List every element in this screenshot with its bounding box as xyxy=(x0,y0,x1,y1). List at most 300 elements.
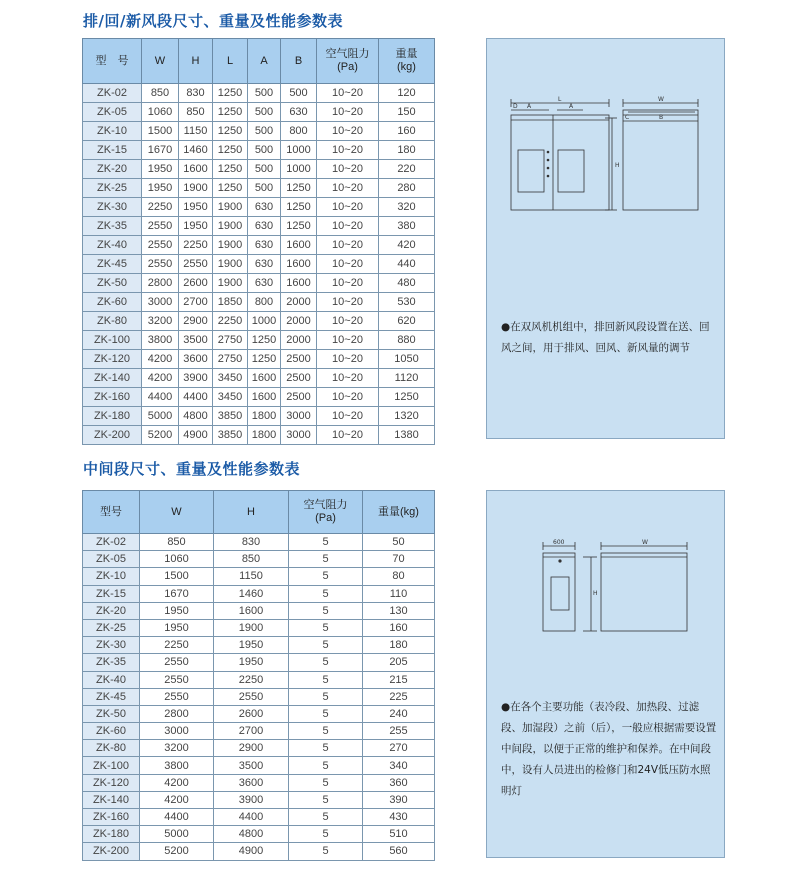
value-cell: 80 xyxy=(363,568,435,585)
dimension-label-d: D xyxy=(513,103,518,110)
table-row xyxy=(83,122,435,141)
value-cell: 4400 xyxy=(142,388,179,407)
dimension-label-h: H xyxy=(615,162,620,169)
value-cell: 1900 xyxy=(213,236,248,255)
value-cell: 850 xyxy=(142,84,179,103)
value-cell: 1950 xyxy=(214,654,289,671)
model-cell: ZK-60 xyxy=(83,723,140,740)
model-cell: ZK-40 xyxy=(83,671,140,688)
value-cell: 1250 xyxy=(281,179,317,198)
value-cell: 1600 xyxy=(281,274,317,293)
value-cell: 1250 xyxy=(213,103,248,122)
value-cell: 1250 xyxy=(248,331,281,350)
value-cell: 10~20 xyxy=(317,141,379,160)
model-cell: ZK-10 xyxy=(83,122,142,141)
value-cell: 1900 xyxy=(213,217,248,236)
value-cell: 5 xyxy=(289,637,363,654)
value-cell: 3000 xyxy=(142,293,179,312)
value-cell: 160 xyxy=(379,122,435,141)
table-row xyxy=(83,426,435,445)
value-cell: 1380 xyxy=(379,426,435,445)
value-cell: 5 xyxy=(289,791,363,808)
value-cell: 2000 xyxy=(281,312,317,331)
value-cell: 255 xyxy=(363,723,435,740)
model-cell: ZK-15 xyxy=(83,585,140,602)
table-row xyxy=(83,350,435,369)
table-row xyxy=(83,388,435,407)
value-cell: 1060 xyxy=(142,103,179,122)
value-cell: 510 xyxy=(363,826,435,843)
value-cell: 1460 xyxy=(179,141,213,160)
value-cell: 10~20 xyxy=(317,293,379,312)
table-row xyxy=(83,407,435,426)
model-cell: ZK-02 xyxy=(83,84,142,103)
value-cell: 2550 xyxy=(140,654,214,671)
value-cell: 10~20 xyxy=(317,388,379,407)
value-cell: 830 xyxy=(214,534,289,551)
table-row xyxy=(83,757,435,774)
value-cell: 5 xyxy=(289,671,363,688)
value-cell: 830 xyxy=(179,84,213,103)
value-cell: 1800 xyxy=(248,407,281,426)
value-cell: 2550 xyxy=(142,255,179,274)
value-cell: 3800 xyxy=(140,757,214,774)
table-row xyxy=(83,826,435,843)
model-cell: ZK-05 xyxy=(83,103,142,122)
model-cell: ZK-80 xyxy=(83,312,142,331)
value-cell: 2500 xyxy=(281,369,317,388)
table-row xyxy=(83,274,435,293)
value-cell: 1250 xyxy=(248,350,281,369)
dimension-label-a: A xyxy=(569,103,574,110)
value-cell: 10~20 xyxy=(317,426,379,445)
value-cell: 560 xyxy=(363,843,435,860)
column-header: 重量 (kg) xyxy=(379,39,435,84)
value-cell: 10~20 xyxy=(317,236,379,255)
value-cell: 3000 xyxy=(140,723,214,740)
column-header: W xyxy=(140,491,214,534)
value-cell: 1600 xyxy=(281,255,317,274)
value-cell: 4400 xyxy=(214,809,289,826)
column-header: H xyxy=(214,491,289,534)
table-row xyxy=(83,774,435,791)
table-row xyxy=(83,141,435,160)
value-cell: 3000 xyxy=(281,407,317,426)
dimension-label-w: W xyxy=(658,96,664,103)
model-cell: ZK-80 xyxy=(83,740,140,757)
value-cell: 1600 xyxy=(179,160,213,179)
value-cell: 5 xyxy=(289,551,363,568)
value-cell: 220 xyxy=(379,160,435,179)
value-cell: 4200 xyxy=(140,791,214,808)
table-row xyxy=(83,740,435,757)
table-row xyxy=(83,255,435,274)
table-row xyxy=(83,160,435,179)
model-cell: ZK-180 xyxy=(83,407,142,426)
value-cell: 380 xyxy=(379,217,435,236)
value-cell: 2750 xyxy=(213,331,248,350)
value-cell: 5 xyxy=(289,688,363,705)
value-cell: 1600 xyxy=(248,369,281,388)
value-cell: 880 xyxy=(379,331,435,350)
dimension-label-a: A xyxy=(527,103,532,110)
model-cell: ZK-30 xyxy=(83,198,142,217)
value-cell: 5 xyxy=(289,534,363,551)
value-cell: 500 xyxy=(248,103,281,122)
table-row xyxy=(83,791,435,808)
value-cell: 440 xyxy=(379,255,435,274)
value-cell: 500 xyxy=(248,160,281,179)
value-cell: 2500 xyxy=(281,388,317,407)
table-row xyxy=(83,705,435,722)
value-cell: 50 xyxy=(363,534,435,551)
value-cell: 10~20 xyxy=(317,312,379,331)
value-cell: 630 xyxy=(248,198,281,217)
value-cell: 390 xyxy=(363,791,435,808)
value-cell: 180 xyxy=(363,637,435,654)
value-cell: 280 xyxy=(379,179,435,198)
dimension-label-l: L xyxy=(558,96,562,103)
value-cell: 4400 xyxy=(140,809,214,826)
value-cell: 10~20 xyxy=(317,160,379,179)
value-cell: 500 xyxy=(248,179,281,198)
section1-dimension-drawing xyxy=(487,39,724,438)
table-row xyxy=(83,84,435,103)
dimension-label-depth: 600 xyxy=(553,539,565,546)
value-cell: 2250 xyxy=(214,671,289,688)
value-cell: 1250 xyxy=(213,122,248,141)
model-cell: ZK-50 xyxy=(83,705,140,722)
value-cell: 1000 xyxy=(281,141,317,160)
model-cell: ZK-35 xyxy=(83,217,142,236)
value-cell: 1900 xyxy=(179,179,213,198)
value-cell: 1000 xyxy=(248,312,281,331)
value-cell: 1850 xyxy=(213,293,248,312)
model-cell: ZK-20 xyxy=(83,160,142,179)
table-row xyxy=(83,217,435,236)
column-header: H xyxy=(179,39,213,84)
value-cell: 3800 xyxy=(142,331,179,350)
value-cell: 2700 xyxy=(214,723,289,740)
value-cell: 10~20 xyxy=(317,84,379,103)
value-cell: 630 xyxy=(248,255,281,274)
table-row xyxy=(83,551,435,568)
value-cell: 5 xyxy=(289,723,363,740)
value-cell: 2250 xyxy=(142,198,179,217)
value-cell: 2550 xyxy=(179,255,213,274)
value-cell: 10~20 xyxy=(317,274,379,293)
value-cell: 2500 xyxy=(281,350,317,369)
value-cell: 2250 xyxy=(213,312,248,331)
value-cell: 3500 xyxy=(214,757,289,774)
table-row xyxy=(83,809,435,826)
dimension-label-h: H xyxy=(593,590,598,597)
value-cell: 5 xyxy=(289,654,363,671)
value-cell: 1950 xyxy=(140,602,214,619)
value-cell: 1250 xyxy=(213,179,248,198)
value-cell: 3450 xyxy=(213,369,248,388)
value-cell: 5 xyxy=(289,757,363,774)
section1-title: 排/回/新风段尺寸、重量及性能参数表 xyxy=(83,12,343,30)
table-row xyxy=(83,568,435,585)
value-cell: 120 xyxy=(379,84,435,103)
value-cell: 2600 xyxy=(179,274,213,293)
value-cell: 10~20 xyxy=(317,369,379,388)
model-cell: ZK-120 xyxy=(83,350,142,369)
table-row xyxy=(83,671,435,688)
table-row xyxy=(83,602,435,619)
value-cell: 1800 xyxy=(248,426,281,445)
value-cell: 2550 xyxy=(214,688,289,705)
value-cell: 4900 xyxy=(214,843,289,860)
model-cell: ZK-05 xyxy=(83,551,140,568)
value-cell: 5 xyxy=(289,619,363,636)
column-header: 型 号 xyxy=(83,39,142,84)
value-cell: 2550 xyxy=(140,688,214,705)
value-cell: 1600 xyxy=(248,388,281,407)
value-cell: 1250 xyxy=(213,141,248,160)
value-cell: 500 xyxy=(248,84,281,103)
value-cell: 70 xyxy=(363,551,435,568)
section2-diagram-panel xyxy=(486,490,725,858)
value-cell: 1320 xyxy=(379,407,435,426)
value-cell: 2000 xyxy=(281,293,317,312)
model-cell: ZK-50 xyxy=(83,274,142,293)
value-cell: 2000 xyxy=(281,331,317,350)
exhaust-section-spec-table xyxy=(82,38,435,445)
value-cell: 10~20 xyxy=(317,255,379,274)
value-cell: 3200 xyxy=(142,312,179,331)
value-cell: 240 xyxy=(363,705,435,722)
value-cell: 1600 xyxy=(281,236,317,255)
table-row xyxy=(83,534,435,551)
value-cell: 630 xyxy=(281,103,317,122)
value-cell: 10~20 xyxy=(317,217,379,236)
value-cell: 1950 xyxy=(179,217,213,236)
value-cell: 5 xyxy=(289,602,363,619)
model-cell: ZK-35 xyxy=(83,654,140,671)
value-cell: 1250 xyxy=(213,160,248,179)
value-cell: 800 xyxy=(248,293,281,312)
value-cell: 2600 xyxy=(214,705,289,722)
value-cell: 1950 xyxy=(179,198,213,217)
value-cell: 4200 xyxy=(142,350,179,369)
value-cell: 340 xyxy=(363,757,435,774)
value-cell: 2900 xyxy=(179,312,213,331)
column-header: 重量(kg) xyxy=(363,491,435,534)
value-cell: 4900 xyxy=(179,426,213,445)
value-cell: 150 xyxy=(379,103,435,122)
value-cell: 3900 xyxy=(179,369,213,388)
model-cell: ZK-30 xyxy=(83,637,140,654)
value-cell: 800 xyxy=(281,122,317,141)
column-header: W xyxy=(142,39,179,84)
value-cell: 1120 xyxy=(379,369,435,388)
value-cell: 2800 xyxy=(142,274,179,293)
value-cell: 10~20 xyxy=(317,122,379,141)
value-cell: 1460 xyxy=(214,585,289,602)
table-row xyxy=(83,236,435,255)
value-cell: 480 xyxy=(379,274,435,293)
table-row xyxy=(83,637,435,654)
section2-title: 中间段尺寸、重量及性能参数表 xyxy=(83,460,301,478)
model-cell: ZK-160 xyxy=(83,388,142,407)
table-row xyxy=(83,688,435,705)
value-cell: 4800 xyxy=(179,407,213,426)
table-row xyxy=(83,331,435,350)
value-cell: 1250 xyxy=(281,217,317,236)
value-cell: 1050 xyxy=(379,350,435,369)
column-header: L xyxy=(213,39,248,84)
model-cell: ZK-60 xyxy=(83,293,142,312)
value-cell: 3850 xyxy=(213,407,248,426)
column-header: A xyxy=(248,39,281,84)
value-cell: 180 xyxy=(379,141,435,160)
model-cell: ZK-160 xyxy=(83,809,140,826)
value-cell: 850 xyxy=(214,551,289,568)
value-cell: 3450 xyxy=(213,388,248,407)
table-row xyxy=(83,198,435,217)
value-cell: 5 xyxy=(289,585,363,602)
column-header: 空气阻力 (Pa) xyxy=(289,491,363,534)
value-cell: 3200 xyxy=(140,740,214,757)
dimension-label-b: B xyxy=(659,114,664,121)
value-cell: 10~20 xyxy=(317,198,379,217)
value-cell: 850 xyxy=(179,103,213,122)
value-cell: 270 xyxy=(363,740,435,757)
value-cell: 1250 xyxy=(379,388,435,407)
value-cell: 110 xyxy=(363,585,435,602)
value-cell: 10~20 xyxy=(317,179,379,198)
value-cell: 5 xyxy=(289,568,363,585)
value-cell: 3000 xyxy=(281,426,317,445)
value-cell: 500 xyxy=(248,122,281,141)
value-cell: 1950 xyxy=(142,179,179,198)
value-cell: 630 xyxy=(248,274,281,293)
table-row xyxy=(83,293,435,312)
value-cell: 3850 xyxy=(213,426,248,445)
value-cell: 5 xyxy=(289,705,363,722)
column-header: 空气阻力 (Pa) xyxy=(317,39,379,84)
section2-dimension-drawing xyxy=(487,491,724,857)
value-cell: 3600 xyxy=(179,350,213,369)
model-cell: ZK-02 xyxy=(83,534,140,551)
model-cell: ZK-45 xyxy=(83,688,140,705)
value-cell: 630 xyxy=(248,217,281,236)
value-cell: 1500 xyxy=(140,568,214,585)
value-cell: 1500 xyxy=(142,122,179,141)
table-row xyxy=(83,843,435,860)
dimension-label-c: C xyxy=(625,114,630,121)
value-cell: 2250 xyxy=(179,236,213,255)
model-cell: ZK-10 xyxy=(83,568,140,585)
value-cell: 1600 xyxy=(214,602,289,619)
model-cell: ZK-140 xyxy=(83,369,142,388)
value-cell: 10~20 xyxy=(317,407,379,426)
model-cell: ZK-200 xyxy=(83,843,140,860)
table-row xyxy=(83,312,435,331)
value-cell: 2800 xyxy=(140,705,214,722)
model-cell: ZK-120 xyxy=(83,774,140,791)
value-cell: 215 xyxy=(363,671,435,688)
value-cell: 1150 xyxy=(214,568,289,585)
section1-diagram-panel xyxy=(486,38,725,439)
value-cell: 160 xyxy=(363,619,435,636)
model-cell: ZK-100 xyxy=(83,331,142,350)
value-cell: 360 xyxy=(363,774,435,791)
table-row xyxy=(83,369,435,388)
value-cell: 5000 xyxy=(142,407,179,426)
value-cell: 3600 xyxy=(214,774,289,791)
value-cell: 4400 xyxy=(179,388,213,407)
value-cell: 1670 xyxy=(140,585,214,602)
value-cell: 205 xyxy=(363,654,435,671)
column-header: B xyxy=(281,39,317,84)
value-cell: 430 xyxy=(363,809,435,826)
table-row xyxy=(83,619,435,636)
value-cell: 1250 xyxy=(281,198,317,217)
value-cell: 2550 xyxy=(142,217,179,236)
model-cell: ZK-200 xyxy=(83,426,142,445)
table-row xyxy=(83,585,435,602)
value-cell: 5 xyxy=(289,740,363,757)
value-cell: 5000 xyxy=(140,826,214,843)
value-cell: 320 xyxy=(379,198,435,217)
table-row xyxy=(83,723,435,740)
value-cell: 500 xyxy=(248,141,281,160)
value-cell: 130 xyxy=(363,602,435,619)
value-cell: 1950 xyxy=(214,637,289,654)
value-cell: 1950 xyxy=(140,619,214,636)
section1-note: ●在双风机机组中，排回新风段设置在送、回风之间，用于排风、回风、新风量的调节 xyxy=(501,321,710,354)
value-cell: 5200 xyxy=(140,843,214,860)
column-header: 型号 xyxy=(83,491,140,534)
value-cell: 1900 xyxy=(213,198,248,217)
table-row xyxy=(83,654,435,671)
value-cell: 420 xyxy=(379,236,435,255)
model-cell: ZK-180 xyxy=(83,826,140,843)
value-cell: 2250 xyxy=(140,637,214,654)
value-cell: 225 xyxy=(363,688,435,705)
value-cell: 4800 xyxy=(214,826,289,843)
table-row xyxy=(83,179,435,198)
value-cell: 2900 xyxy=(214,740,289,757)
model-cell: ZK-20 xyxy=(83,602,140,619)
value-cell: 1900 xyxy=(213,274,248,293)
value-cell: 3500 xyxy=(179,331,213,350)
model-cell: ZK-25 xyxy=(83,619,140,636)
model-cell: ZK-25 xyxy=(83,179,142,198)
table-header-row xyxy=(83,39,435,84)
value-cell: 10~20 xyxy=(317,350,379,369)
model-cell: ZK-15 xyxy=(83,141,142,160)
table-row xyxy=(83,103,435,122)
value-cell: 1670 xyxy=(142,141,179,160)
value-cell: 1150 xyxy=(179,122,213,141)
value-cell: 5 xyxy=(289,843,363,860)
value-cell: 530 xyxy=(379,293,435,312)
value-cell: 3900 xyxy=(214,791,289,808)
value-cell: 620 xyxy=(379,312,435,331)
value-cell: 2700 xyxy=(179,293,213,312)
dimension-label-w: W xyxy=(642,539,648,546)
model-cell: ZK-140 xyxy=(83,791,140,808)
model-cell: ZK-45 xyxy=(83,255,142,274)
value-cell: 4200 xyxy=(140,774,214,791)
section2-note: ●在各个主要功能（表冷段、加热段、过滤段、加湿段）之前（后），一般应根据需要设置中间段，以便于正常的维护和保养。在中间段中，设有人员进出的检修门和24V低压防水照明灯 xyxy=(501,701,717,797)
value-cell: 10~20 xyxy=(317,331,379,350)
value-cell: 4200 xyxy=(142,369,179,388)
